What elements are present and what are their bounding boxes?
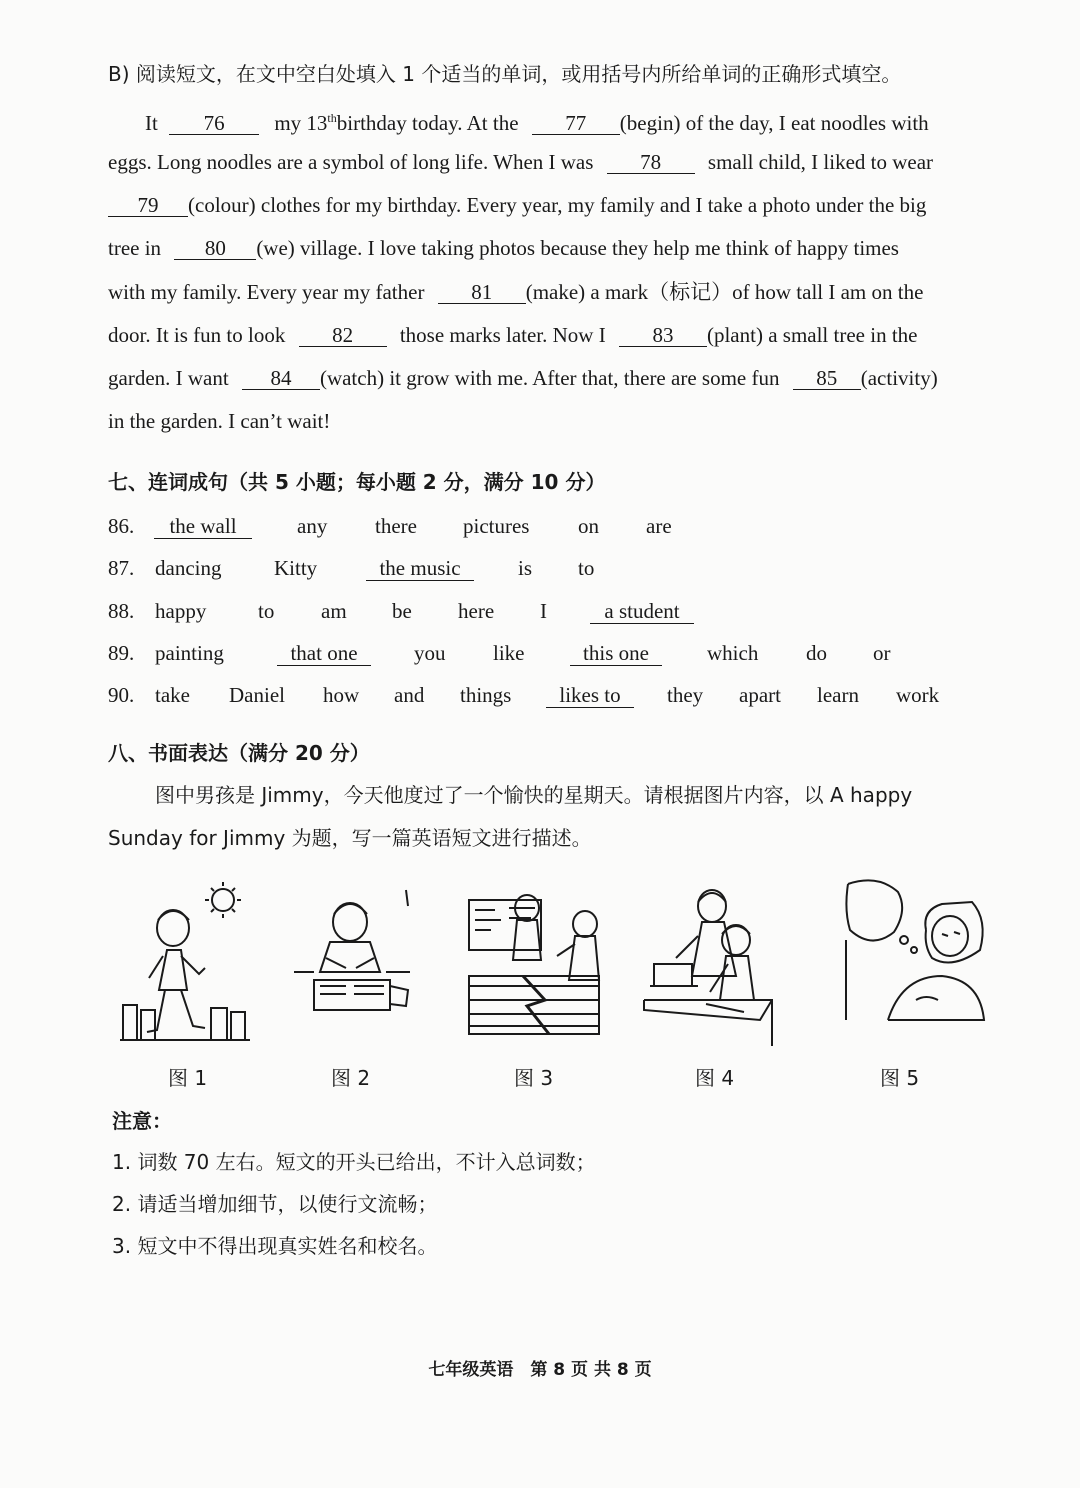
word: you: [414, 641, 446, 665]
blank-81[interactable]: 81: [438, 281, 526, 304]
blank-83[interactable]: 83: [619, 324, 707, 347]
text: (watch) it grow with me. After that, there are some fun: [319, 366, 780, 390]
word-underlined: that one: [277, 641, 371, 666]
word-underlined: this one: [570, 641, 662, 666]
section-eight-title: 八、书面表达（满分 20 分）: [108, 741, 370, 765]
text: door. It is fun to look: [108, 323, 286, 347]
word: Daniel: [229, 683, 285, 707]
word: and: [394, 683, 425, 707]
caption-figure-3: 图 3: [514, 1066, 554, 1090]
question-number: 89.: [108, 641, 135, 665]
blank-85[interactable]: 85: [793, 367, 861, 390]
text: those marks later. Now I: [399, 323, 606, 347]
passage-line-1: [145, 104, 929, 137]
word-underlined: the music: [366, 556, 474, 581]
word: do: [806, 641, 827, 665]
question-number: 88.: [108, 599, 135, 623]
word: pictures: [463, 514, 530, 538]
text: It: [145, 111, 158, 135]
passage-line-6: [108, 321, 917, 349]
note-2: 2. 请适当增加细节，以使行文流畅；: [112, 1192, 438, 1216]
text: my 13: [274, 111, 328, 135]
word: they: [667, 683, 704, 707]
word: which: [707, 641, 759, 665]
word: happy: [155, 599, 207, 623]
text: (we) village. I love taking photos because they help me think of happy times: [256, 236, 899, 260]
word: am: [321, 599, 347, 623]
text: (colour) clothes for my birthday. Every year, my family and I take a photo under the big: [188, 193, 927, 217]
passage-line-4: [108, 234, 899, 262]
word: or: [873, 641, 891, 665]
passage-line-5: [108, 278, 923, 306]
passage-line-8: [108, 407, 330, 435]
picture-5-boy-sleeping: [842, 880, 987, 1050]
superscript: th: [327, 111, 337, 125]
notes-title: 注意：: [112, 1109, 172, 1133]
blank-76[interactable]: 76: [169, 112, 259, 135]
text: birthday today. At the: [336, 111, 519, 135]
word: I: [540, 599, 547, 623]
word: painting: [155, 641, 224, 665]
passage-line-3: [108, 191, 926, 219]
text: (activity): [860, 366, 938, 390]
writing-prompt-line-2: Sunday for Jimmy 为题，写一篇英语短文进行描述。: [108, 826, 592, 850]
question-number: 87.: [108, 556, 135, 580]
word: to: [578, 556, 595, 580]
picture-4-cooking-with-mother: [640, 880, 780, 1050]
word: any: [297, 514, 328, 538]
blank-77[interactable]: 77: [532, 112, 620, 135]
word: like: [493, 641, 525, 665]
word: apart: [739, 683, 781, 707]
text: (plant) a small tree in the: [706, 323, 918, 347]
word-underlined: the wall: [154, 514, 252, 539]
word: here: [458, 599, 495, 623]
word-underlined: a student: [590, 599, 694, 624]
text: tree in: [108, 236, 162, 260]
sun-icon: [212, 889, 234, 911]
text: in the garden. I can’t wait!: [108, 409, 331, 433]
blank-79[interactable]: 79: [108, 194, 188, 217]
word: things: [460, 683, 512, 707]
picture-2-boy-homework: [290, 880, 420, 1050]
word: are: [646, 514, 672, 538]
section-b-instruction: B) 阅读短文，在文中空白处填入 1 个适当的单词，或用括号内所给单词的正确形式填空。: [108, 62, 902, 86]
text: garden. I want: [108, 366, 229, 390]
caption-figure-5: 图 5: [880, 1066, 920, 1090]
word: there: [375, 514, 417, 538]
text: (begin) of the day, I eat noodles with: [619, 111, 929, 135]
text: with my family. Every year my father: [108, 280, 425, 304]
blank-78[interactable]: 78: [607, 151, 695, 174]
text: small child, I liked to wear: [707, 150, 934, 174]
passage-line-2: [108, 148, 933, 176]
word: to: [258, 599, 275, 623]
word: be: [392, 599, 412, 623]
writing-prompt-line-1: 图中男孩是 Jimmy，今天他度过了一个愉快的星期天。请根据图片内容，以 A happy: [155, 783, 913, 807]
word: how: [323, 683, 360, 707]
word: learn: [817, 683, 859, 707]
sun-rays: [205, 882, 241, 918]
word: take: [155, 683, 190, 707]
dream-bubble-icon: [846, 880, 902, 940]
blank-80[interactable]: 80: [174, 237, 256, 260]
caption-figure-1: 图 1: [168, 1066, 208, 1090]
question-number: 90.: [108, 683, 135, 707]
text: (make) a mark（标记）of how tall I am on the: [525, 280, 924, 304]
note-3: 3. 短文中不得出现真实姓名和校名。: [112, 1234, 438, 1258]
passage-line-7: [108, 364, 938, 392]
note-1: 1. 词数 70 左右。短文的开头已给出，不计入总词数；: [112, 1150, 596, 1174]
word: dancing: [155, 556, 222, 580]
word-underlined: likes to: [546, 683, 634, 708]
word: work: [896, 683, 940, 707]
picture-3-kids-exhibit: [465, 880, 610, 1050]
text: eggs. Long noodles are a symbol of long life. When I was: [108, 150, 594, 174]
caption-figure-2: 图 2: [331, 1066, 371, 1090]
picture-1-boy-walking: [115, 880, 255, 1050]
caption-figure-4: 图 4: [695, 1066, 735, 1090]
word: Kitty: [274, 556, 318, 580]
word: is: [518, 556, 533, 580]
blank-84[interactable]: 84: [242, 367, 320, 390]
section-seven-title: 七、连词成句（共 5 小题；每小题 2 分，满分 10 分）: [108, 470, 606, 494]
word: on: [578, 514, 599, 538]
page-footer: 七年级英语 第 8 页 共 8 页: [428, 1360, 652, 1380]
question-number: 86.: [108, 514, 135, 538]
blank-82[interactable]: 82: [299, 324, 387, 347]
